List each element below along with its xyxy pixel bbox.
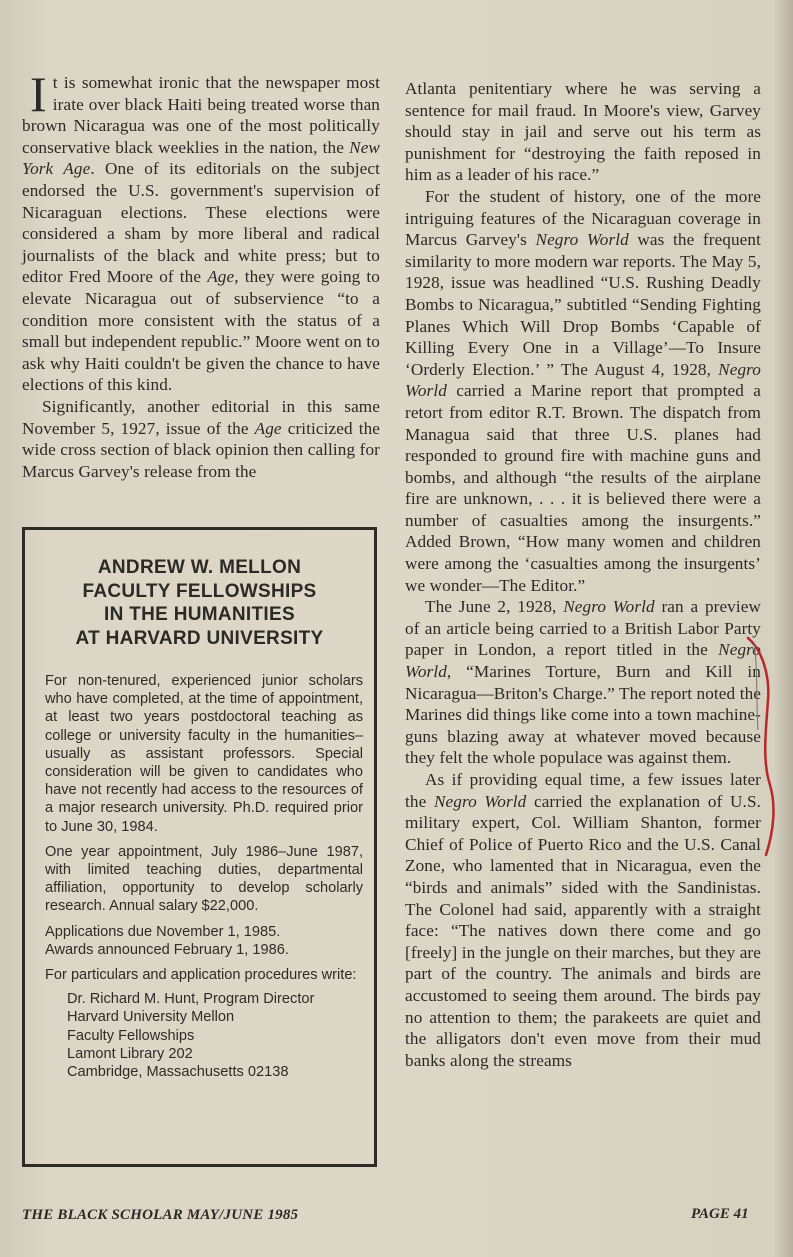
ad-eligibility: For non-tenured, experienced junior scholars who have completed, at the time of appointment, at least two years postdoctoral teaching as college or university faculty in the humanities–usually as assistant professors. Special consideration will be given to candidates who have not recently had access to the resources of a major research university. Ph.D. required prior to June 30, 1984.: [45, 673, 363, 835]
ad-title-line: ANDREW W. MELLON: [97, 557, 302, 578]
right-paragraph-1: Atlanta penitentiary where he was serving a sentence for mail fraud. In Moore's view, Garvey should stay in jail and serve out his term as punishment for “destroying the faith reposed in him as a leader of his race.”: [405, 79, 761, 185]
text-run: ran a preview of an article being carried to a British Labor Party paper in London, a report titled in the: [405, 597, 761, 660]
text-run: . One of its editorials on the subject endorsed the U.S. government's supervision of Nicaraguan elections. These elections were considered a sham by more liberal and radical journalists of the black and white press; but to editor Fred Moore of the: [22, 159, 380, 287]
fellowship-advertisement: [22, 527, 377, 1167]
left-paragraph-1: [22, 66, 381, 396]
italic-title: Negro World: [405, 640, 761, 682]
text-run: As if providing equal time, a few issues later the: [405, 770, 761, 811]
text-run: carried the explanation of U.S. military expert, Col. William Shanton, former Chief of Police of Puerto Rico and the U.S. Canal Zone, who lamented that in Nicaragua, even the “birds and animals” sided with the Sandinistas. The Colonel had said, apparently with a straight face: “The natives down there come and go [freely] in the jungle on their marches, but they are part of the country. The animals and birds are accustomed to seeing them around. The birds pay no attention to them; the parakeets are quiet and the alligators don't even move from their mud banks along the streams: [405, 791, 762, 1070]
text-run: The June 2, 1928,: [425, 597, 564, 617]
italic-title: Age: [254, 418, 282, 438]
ad-title-line: AT HARVARD UNIVERSITY: [75, 627, 324, 649]
right-paragraph-2: [405, 186, 761, 596]
red-pen-annotation: [740, 630, 790, 870]
page-number: PAGE 41: [691, 1206, 749, 1222]
address-line: Lamont Library 202: [67, 1045, 193, 1062]
publication-footer: THE BLACK SCHOLAR MAY/JUNE 1985: [22, 1207, 299, 1223]
italic-title: Negro World: [563, 597, 655, 617]
italic-title: New York Age: [22, 137, 380, 179]
ad-due-date: Applications due November 1, 1985.: [45, 923, 281, 940]
text-run: Significantly, another editorial in this same November 5, 1927, issue of the: [22, 396, 380, 438]
pencil-mark: [754, 642, 758, 730]
left-paragraph-2: [22, 396, 380, 482]
text-run: , “Marines Torture, Burn and Kill in Nicaragua—Briton's Charge.” The report noted the Marines did things like come into a town machine-guns blazing away at whatever moved because they felt the whole populace was against them.: [405, 662, 761, 768]
italic-title: Age: [207, 267, 235, 287]
annotation-stroke: [748, 638, 773, 855]
address-line: Harvard University Mellon: [67, 1009, 235, 1026]
right-paragraph-3: [405, 596, 761, 769]
text-run: carried a Marine report that prompted a retort from editor R.T. Brown. The dispatch from Managua said that three U.S. planes had responded to ground fire with machine guns and bombs, and although “the results of the airplane fire are unknown, . . . it is believed there were a number of casualties among the insurgents.” Added Brown, “How many women and children were among the ‘casualties among the insurgents’ we wonder—The Editor.”: [405, 381, 761, 595]
address-line: Dr. Richard M. Hunt, Program Director: [67, 991, 315, 1008]
binding-edge-shadow: [773, 0, 793, 1257]
italic-title: Negro World: [405, 359, 761, 401]
ad-title-line: FACULTY FELLOWSHIPS: [82, 580, 317, 602]
ad-title-line: IN THE HUMANITIES: [104, 604, 295, 625]
drop-cap: I: [30, 66, 47, 122]
ad-body: [45, 672, 363, 1081]
text-run: t is somewhat ironic that the newspaper most irate over black Haiti being treated worse than brown Nicaragua was one of the most politically conservative black weeklies in the nation, the: [22, 73, 380, 157]
text-run: was the frequent similarity to more modern war reports. The May 5, 1928, issue was headlined “U.S. Rushing Deadly Bombs to Nicaragua,” subtitled “Sending Fighting Planes Which Will Drop Bombs ‘Capable of Killing Every One in a Village’—To Insure ‘Orderly Election.’ ” The August 4, 1928,: [405, 230, 761, 379]
right-paragraph-4: [405, 769, 761, 1071]
left-column: [22, 66, 381, 482]
ad-appointment: One year appointment, July 1986–June 1987, with limited teaching duties, departmental affiliation, opportunity to develop scholarly research. Annual salary $22,000.: [45, 843, 363, 915]
ad-address: [45, 990, 363, 1081]
text-run: For the student of history, one of the more intriguing features of the Nicaraguan coverage in Marcus Garvey's: [405, 186, 761, 250]
ad-title: [25, 556, 374, 650]
right-column: [405, 78, 761, 1071]
italic-title: Negro World: [433, 791, 527, 811]
italic-title: Negro World: [535, 230, 629, 250]
ad-award-date: Awards announced February 1, 1986.: [45, 941, 289, 958]
text-run: , they were going to elevate Nicaragua out of subservience “to a condition more consistent with the status of a small but independent republic.” Moore went on to ask why Haiti couldn't be given the chance to have elections of this kind.: [22, 267, 381, 395]
ad-instructions: For particulars and application procedures write:: [45, 967, 357, 984]
address-line: Cambridge, Massachusetts 02138: [67, 1064, 289, 1081]
address-line: Faculty Fellowships: [67, 1027, 195, 1044]
text-run: criticized the wide cross section of black opinion then calling for Marcus Garvey's release from the: [22, 418, 380, 481]
ad-dates: [45, 923, 363, 959]
